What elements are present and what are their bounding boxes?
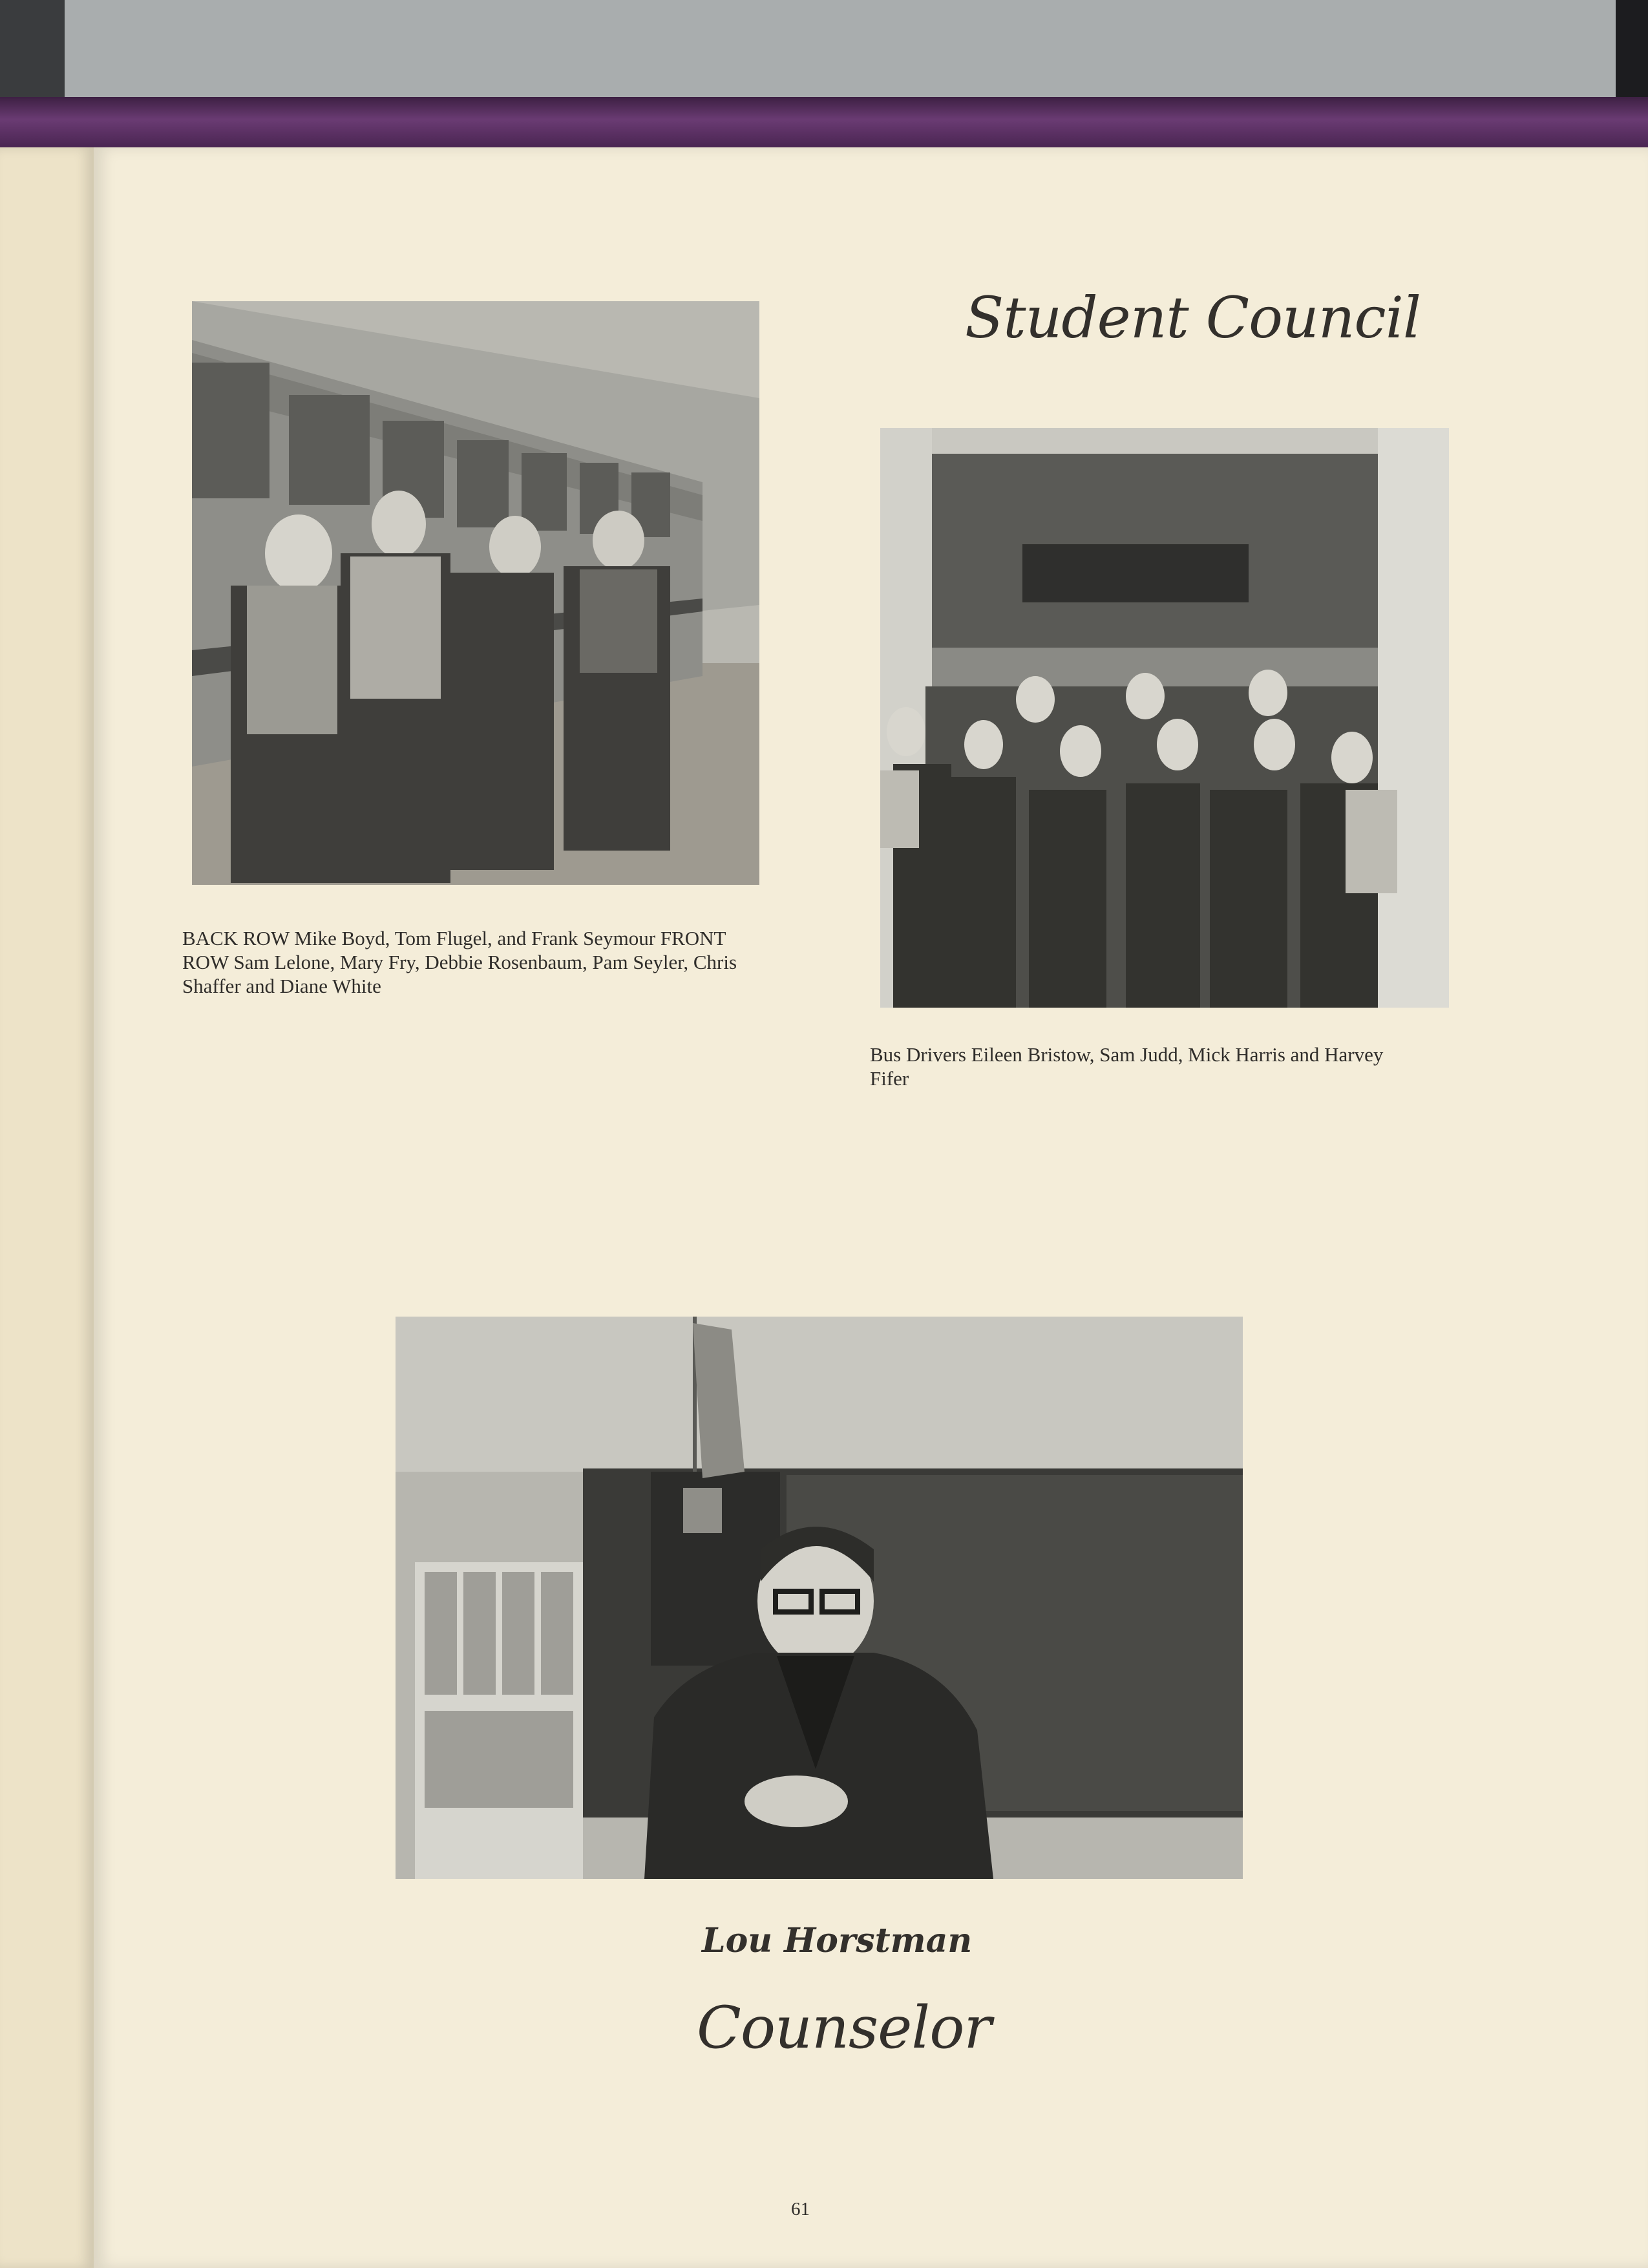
page-title: Student Council — [965, 284, 1421, 351]
scanner-edge-left — [0, 0, 65, 97]
counselor-title: Counselor — [697, 1994, 991, 2062]
yearbook-cover-band — [0, 97, 1648, 147]
student-council-photo — [880, 428, 1449, 1008]
student-council-caption: Bus Drivers Eileen Bristow, Sam Judd, Mick Harris and Harvey Fifer — [870, 1043, 1384, 1090]
scanner-background — [0, 0, 1648, 97]
counselor-name: Lou Horstman — [702, 1921, 973, 1960]
counselor-photo — [396, 1317, 1243, 1879]
bus-drivers-photo — [192, 301, 759, 885]
bus-drivers-caption: BACK ROW Mike Boyd, Tom Flugel, and Frank Seymour FRONT ROW Sam Lelone, Mary Fry, Debbie Rosenbaum, Pam Seyler, Chris Shaffer and Diane White — [182, 927, 737, 997]
facing-page-edge — [0, 147, 94, 2268]
page-number: 61 — [791, 2199, 810, 2220]
